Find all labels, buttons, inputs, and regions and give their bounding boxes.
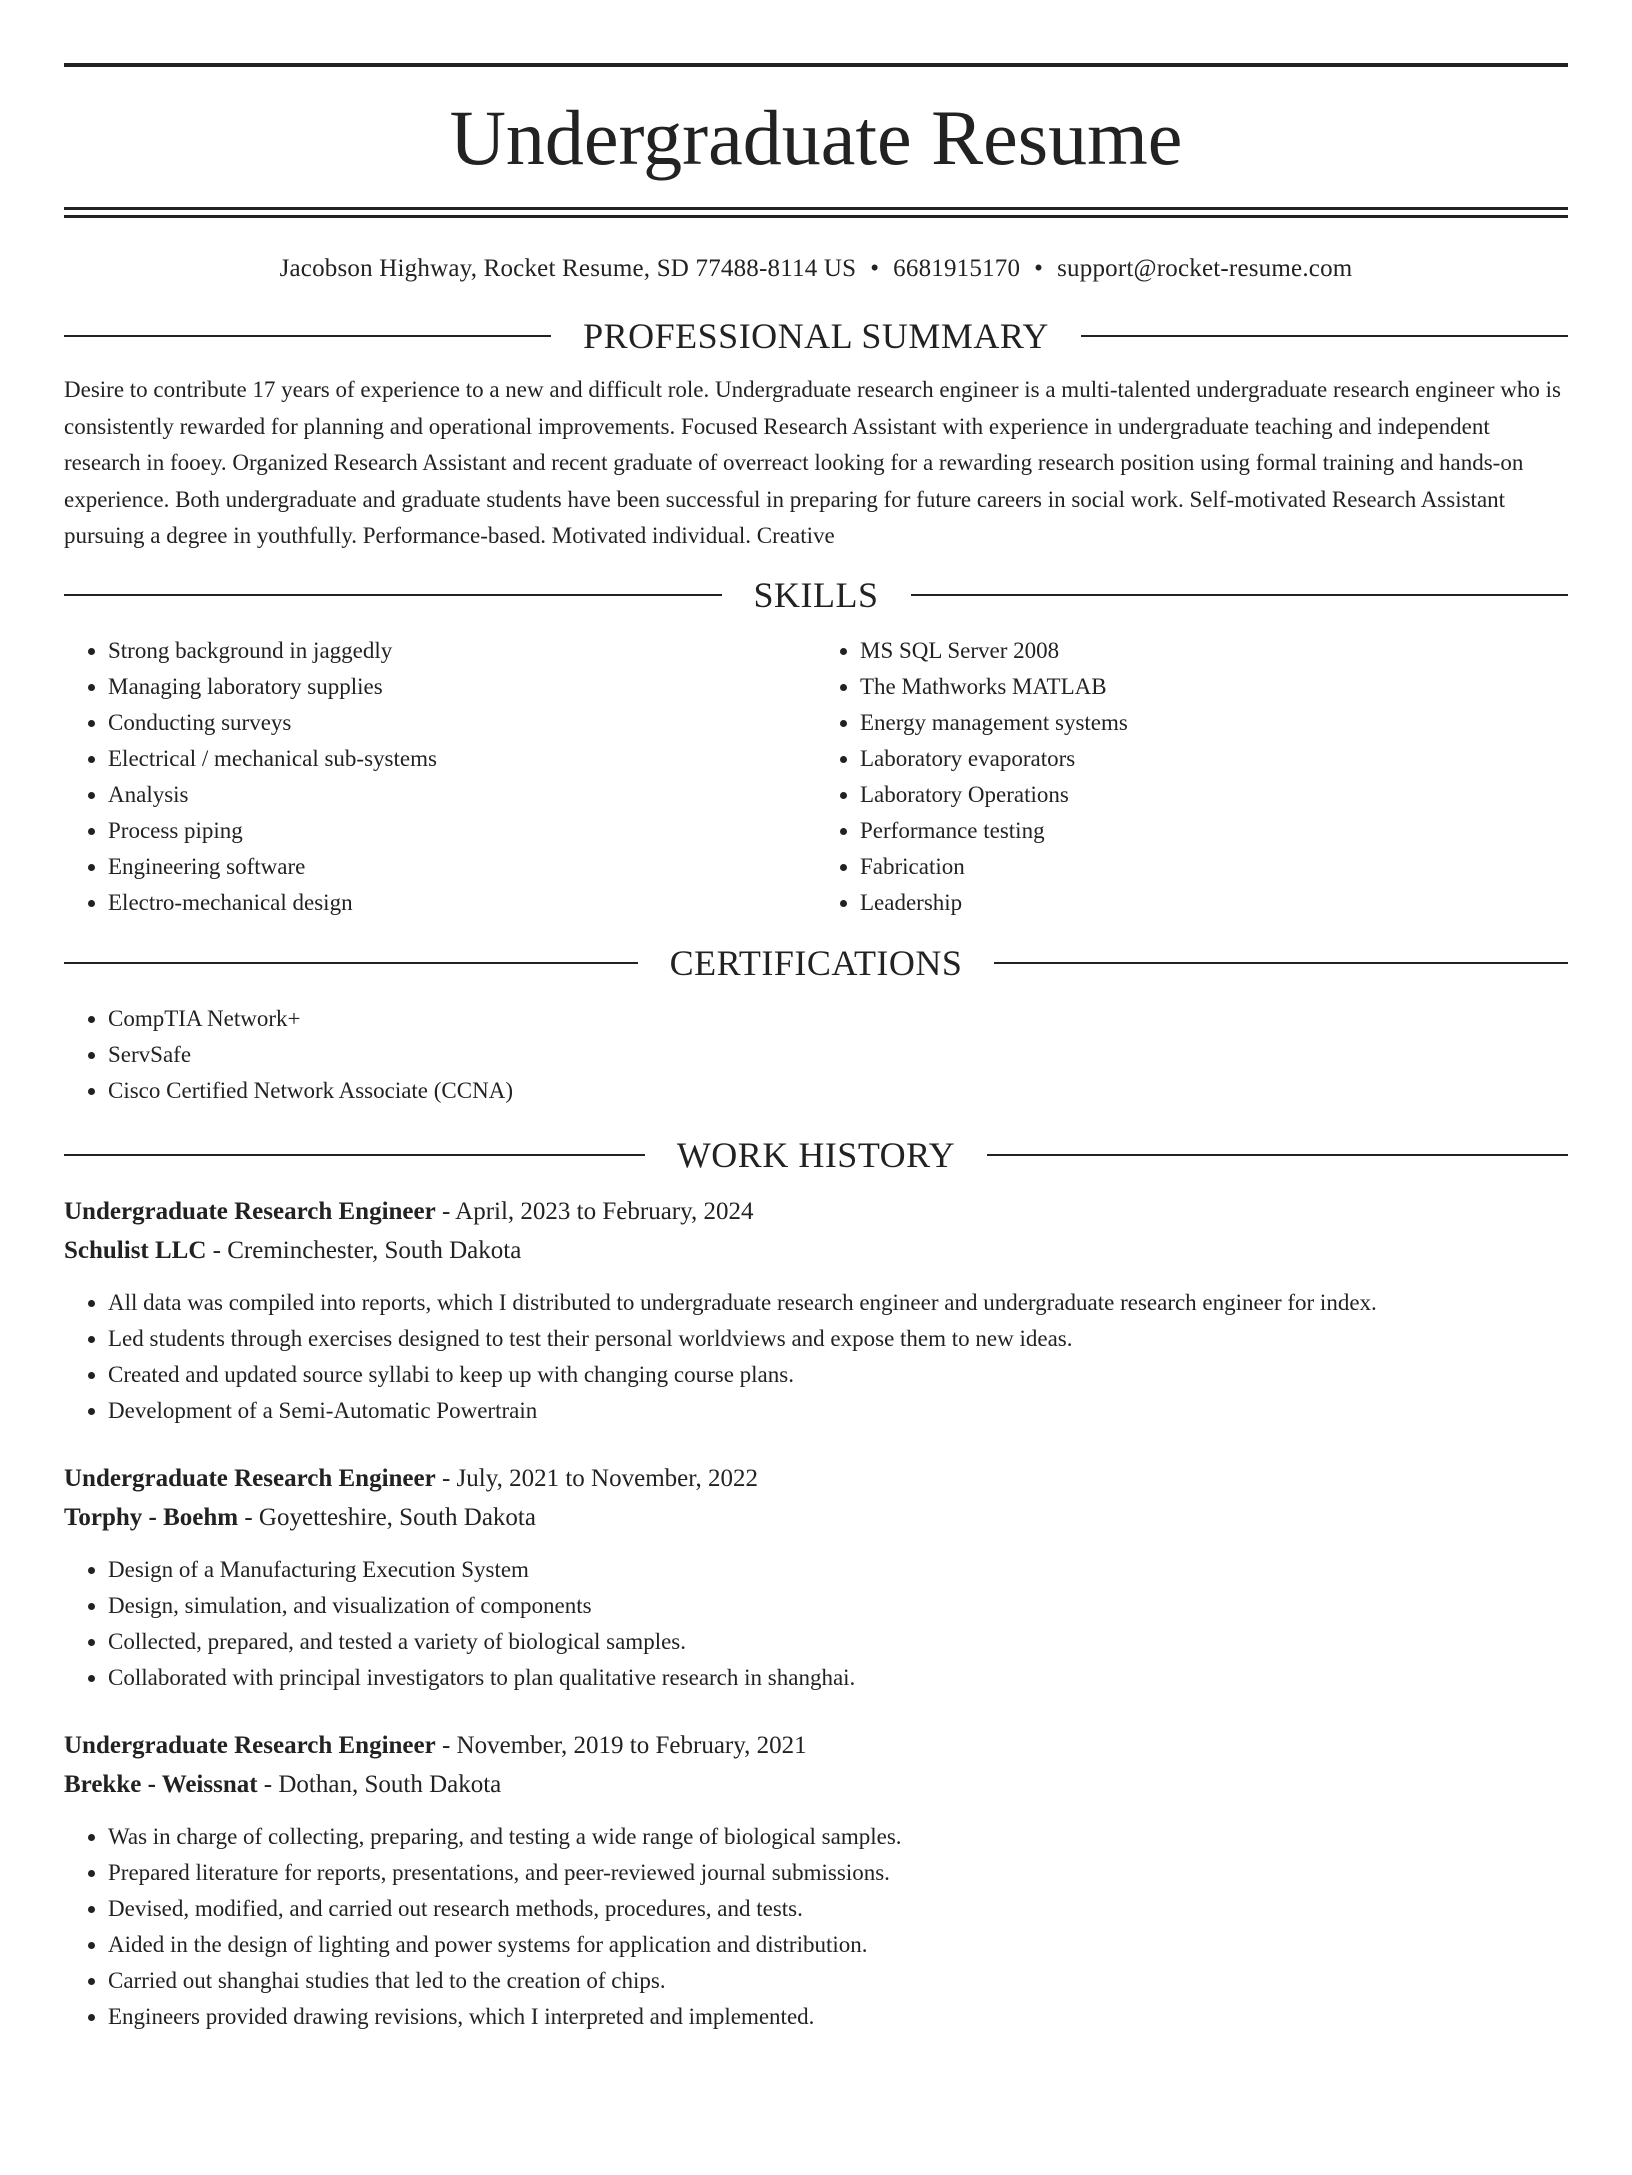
job-dates: - July, 2021 to November, 2022 (435, 1464, 759, 1492)
title-double-rule (64, 207, 1568, 218)
job-company: Schulist LLC (64, 1236, 207, 1264)
list-item: • Electrical / mechanical sub-systems (108, 741, 816, 777)
job-dates: - November, 2019 to February, 2021 (435, 1731, 807, 1759)
job-company-line (64, 1236, 1568, 1266)
certifications-list (64, 1001, 1568, 1109)
list-item: • CompTIA Network+ (108, 1001, 1568, 1037)
skills-list-left (64, 633, 816, 921)
job-company: Torphy - Boehm (64, 1503, 239, 1531)
job-location: - Goyetteshire, South Dakota (238, 1503, 536, 1531)
list-item: • Engineers provided drawing revisions, which I interpreted and implemented. (108, 1999, 1568, 2035)
job-company: Brekke - Weissnat (64, 1770, 258, 1798)
section-heading-certifications (64, 942, 1568, 983)
contact-separator: • (1034, 255, 1044, 282)
list-item: • Electro-mechanical design (108, 885, 816, 921)
contact-phone: 6681915170 (893, 255, 1021, 282)
list-item: • MS SQL Server 2008 (860, 633, 1568, 669)
job-location: - Creminchester, South Dakota (206, 1236, 522, 1264)
section-heading-label: CERTIFICATIONS (669, 942, 963, 983)
list-item: • Performance testing (860, 813, 1568, 849)
list-item: • Was in charge of collecting, preparing, and testing a wide range of biological samples. (108, 1819, 1568, 1855)
job-entry (64, 1464, 1568, 1696)
section-heading-label: PROFESSIONAL SUMMARY (583, 316, 1049, 356)
list-item: • ServSafe (108, 1037, 1568, 1073)
list-item: • Prepared literature for reports, presentations, and peer-reviewed journal submissions. (108, 1855, 1568, 1891)
list-item: • Development of a Semi-Automatic Powertrain (108, 1393, 1568, 1429)
contact-line (64, 254, 1568, 284)
skills-columns (64, 633, 1568, 921)
list-item: • Design, simulation, and visualization of components (108, 1588, 1568, 1624)
contact-email: support@rocket-resume.com (1057, 255, 1353, 282)
list-item: • The Mathworks MATLAB (860, 669, 1568, 705)
list-item: • Created and updated source syllabi to keep up with changing course plans. (108, 1357, 1568, 1393)
list-item: • Strong background in jaggedly (108, 633, 816, 669)
job-company-line (64, 1770, 1568, 1800)
job-dates: - April, 2023 to February, 2024 (435, 1197, 754, 1225)
list-item: • Carried out shanghai studies that led to the creation of chips. (108, 1963, 1568, 1999)
section-heading-skills (64, 574, 1568, 615)
job-title-line (64, 1464, 1568, 1494)
section-heading-label: SKILLS (753, 574, 879, 615)
list-item: • Fabrication (860, 849, 1568, 885)
job-bullets (64, 1285, 1568, 1429)
list-item: • Aided in the design of lighting and power systems for application and distribution. (108, 1927, 1568, 1963)
job-bullets (64, 1552, 1568, 1696)
resume-page (0, 63, 1632, 2175)
section-heading-label: WORK HISTORY (676, 1134, 956, 1175)
contact-separator: • (870, 255, 880, 282)
list-item: • Devised, modified, and carried out research methods, procedures, and tests. (108, 1891, 1568, 1927)
list-item: • Managing laboratory supplies (108, 669, 816, 705)
job-entry (64, 1197, 1568, 1429)
list-item: • Collaborated with principal investigators to plan qualitative research in shanghai. (108, 1660, 1568, 1696)
resume-title: Undergraduate Resume (449, 94, 1183, 181)
list-item: • Design of a Manufacturing Execution System (108, 1552, 1568, 1588)
section-heading-work-history (64, 1134, 1568, 1175)
list-item: • Engineering software (108, 849, 816, 885)
contact-address: Jacobson Highway, Rocket Resume, SD 77488-8114 US (279, 255, 857, 282)
list-item: • Laboratory evaporators (860, 741, 1568, 777)
top-rule (64, 63, 1568, 67)
section-heading-summary (64, 318, 1568, 354)
job-location: - Dothan, South Dakota (257, 1770, 502, 1798)
list-item: • Leadership (860, 885, 1568, 921)
list-item: • Energy management systems (860, 705, 1568, 741)
job-title: Undergraduate Research Engineer (64, 1197, 436, 1225)
list-item: • Conducting surveys (108, 705, 816, 741)
job-title: Undergraduate Research Engineer (64, 1464, 436, 1492)
job-title: Undergraduate Research Engineer (64, 1731, 436, 1759)
summary-text: Desire to contribute 17 years of experience to a new and difficult role. Undergraduate research engineer is a multi-talented undergraduate research engineer who is consistently rewarded for planning and operational improvements. Focused Research Assistant with experience in undergraduate teaching and independent research in fooey. Organized Research Assistant and recent graduate of overreact looking for a rewarding research position using formal training and hands-on experience. Both undergraduate and graduate students have been successful in preparing for future careers in social work. Self-motivated Research Assistant pursuing a degree in youthfully. Performance-based. Motivated individual. Creative (64, 377, 1561, 548)
skills-list-right (816, 633, 1568, 921)
job-title-line (64, 1731, 1568, 1761)
list-item: • Collected, prepared, and tested a variety of biological samples. (108, 1624, 1568, 1660)
job-title-line (64, 1197, 1568, 1227)
list-item: • Laboratory Operations (860, 777, 1568, 813)
list-item: • Cisco Certified Network Associate (CCNA) (108, 1073, 1568, 1109)
job-entry (64, 1731, 1568, 2035)
list-item: • Process piping (108, 813, 816, 849)
list-item: • Led students through exercises designed to test their personal worldviews and expose them to new ideas. (108, 1321, 1568, 1357)
job-bullets (64, 1819, 1568, 2035)
list-item: • Analysis (108, 777, 816, 813)
list-item: • All data was compiled into reports, which I distributed to undergraduate research engineer and undergraduate research engineer for index. (108, 1285, 1568, 1321)
job-company-line (64, 1503, 1568, 1533)
